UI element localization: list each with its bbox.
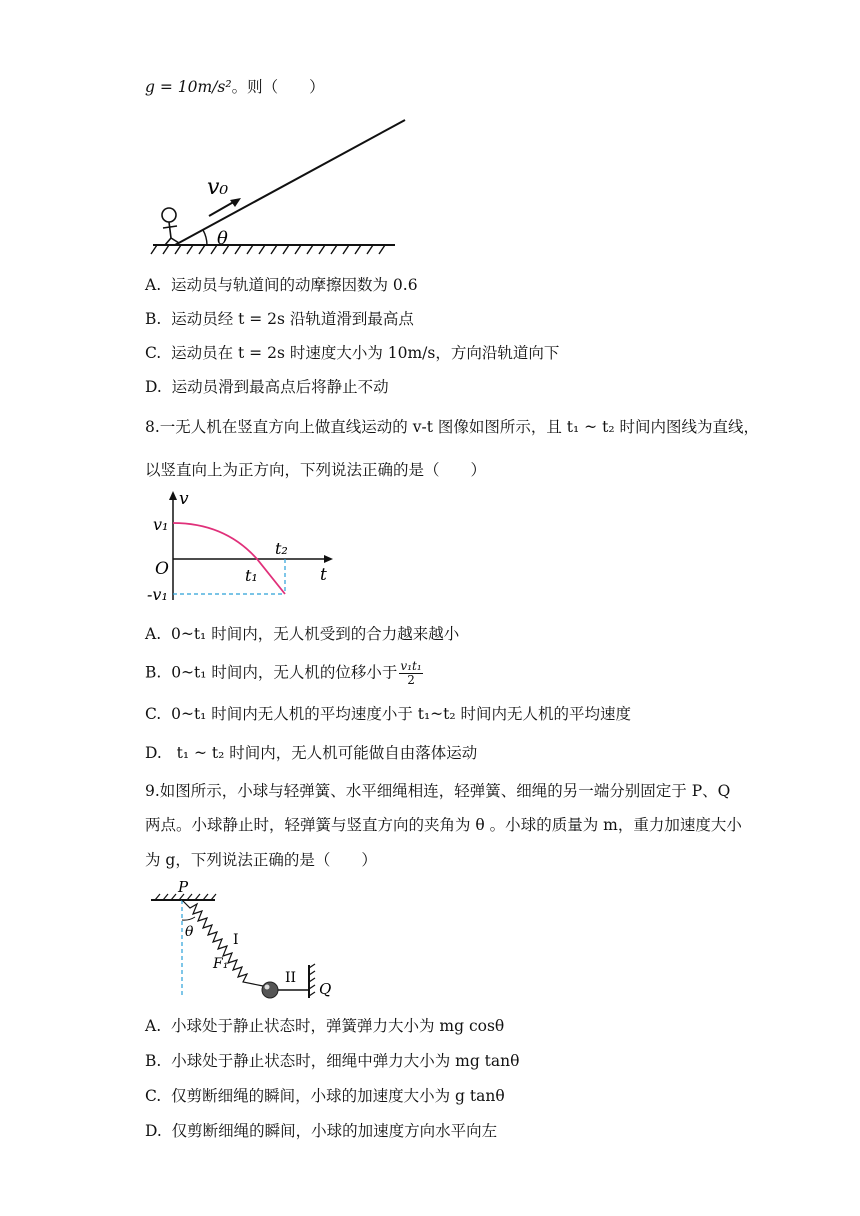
fraction-denominator: 2	[407, 673, 415, 687]
v1-label: v₁	[153, 515, 169, 534]
incline-figure	[145, 112, 415, 262]
force-label: F₁	[213, 956, 229, 972]
q9-option-a: A. 小球处于静止状态时，弹簧弹力大小为 mg cosθ	[145, 1017, 505, 1035]
q8-option-a: A. 0~t₁ 时间内，无人机受到的合力越来越小	[145, 625, 460, 643]
q9-number: 9.	[145, 782, 160, 800]
angle-label: θ	[217, 228, 228, 249]
vt-graph	[145, 488, 345, 608]
t-axis-label: t	[320, 565, 327, 585]
theta-arc	[182, 917, 195, 920]
q8-stem-line1: 8.一无人机在竖直方向上做直线运动的 v-t 图像如图所示，且 t₁ ~ t₂ 时间内图线为直线，	[145, 418, 759, 436]
q9-stem-line2: 两点。小球静止时，轻弹簧与竖直方向的夹角为 θ 。小球的质量为 m，重力加速度大小	[145, 816, 742, 834]
t1-label: t₁	[245, 566, 258, 585]
spring-figure	[145, 880, 345, 1005]
q9-option-d: D. 仅剪断细绳的瞬间，小球的加速度方向水平向左	[145, 1122, 498, 1140]
q7-option-c: C. 运动员在 t = 2s 时速度大小为 10m/s，方向沿轨道向下	[145, 344, 560, 362]
q8-stem-line2: 以竖直向上为正方向，下列说法正确的是（ ）	[145, 461, 487, 479]
q8-number: 8.	[145, 418, 160, 436]
fraction-numerator: v₁t₁	[400, 659, 422, 673]
q7-stem-suffix: 。则（ ）	[231, 78, 325, 96]
angle-arc	[203, 230, 207, 245]
q8-option-c: C. 0~t₁ 时间内无人机的平均速度小于 t₁~t₂ 时间内无人机的平均速度	[145, 705, 632, 723]
gravity-value: g = 10m/s²	[145, 78, 232, 96]
q8-option-d: D. t₁ ~ t₂ 时间内，无人机可能做自由落体运动	[145, 744, 478, 762]
theta-label: θ	[185, 924, 194, 940]
t2-label: t₂	[275, 539, 288, 558]
q9-option-c: C. 仅剪断细绳的瞬间，小球的加速度大小为 g tanθ	[145, 1087, 505, 1105]
velocity-label: v₀	[207, 175, 229, 200]
t-axis-arrow	[324, 555, 333, 563]
spring-coil	[182, 900, 263, 986]
ball-highlight	[265, 985, 270, 990]
string-label: II	[285, 970, 297, 986]
athlete-icon	[162, 208, 179, 245]
q7-stem-tail	[145, 76, 325, 98]
q-label: Q	[319, 980, 332, 998]
q9-stem-line3: 为 g，下列说法正确的是（ ）	[145, 851, 377, 869]
spring-label: I	[233, 932, 239, 948]
q9-option-b: B. 小球处于静止状态时，细绳中弹力大小为 mg tanθ	[145, 1052, 520, 1070]
ground-hatching	[151, 245, 385, 254]
neg-v1-label: -v₁	[147, 585, 168, 604]
origin-label: O	[155, 559, 169, 579]
ball	[262, 982, 278, 998]
q7-option-b: B. 运动员经 t = 2s 沿轨道滑到最高点	[145, 310, 414, 328]
p-label: P	[178, 880, 189, 896]
v-axis-label: v	[179, 489, 189, 509]
q7-option-d: D. 运动员滑到最高点后将静止不动	[145, 378, 389, 396]
q9-stem-line1: 9.如图所示，小球与轻弹簧、水平细绳相连，轻弹簧、细绳的另一端分别固定于 P、Q	[145, 782, 731, 800]
q7-option-a: A. 运动员与轨道间的动摩擦因数为 0.6	[145, 276, 418, 294]
v-axis-arrow	[169, 491, 177, 500]
q8-option-b: B. 0~t₁ 时间内，无人机的位移小于 $\frac{\text{v₁t₁}}{2}$	[145, 659, 422, 687]
fraction	[399, 660, 422, 687]
